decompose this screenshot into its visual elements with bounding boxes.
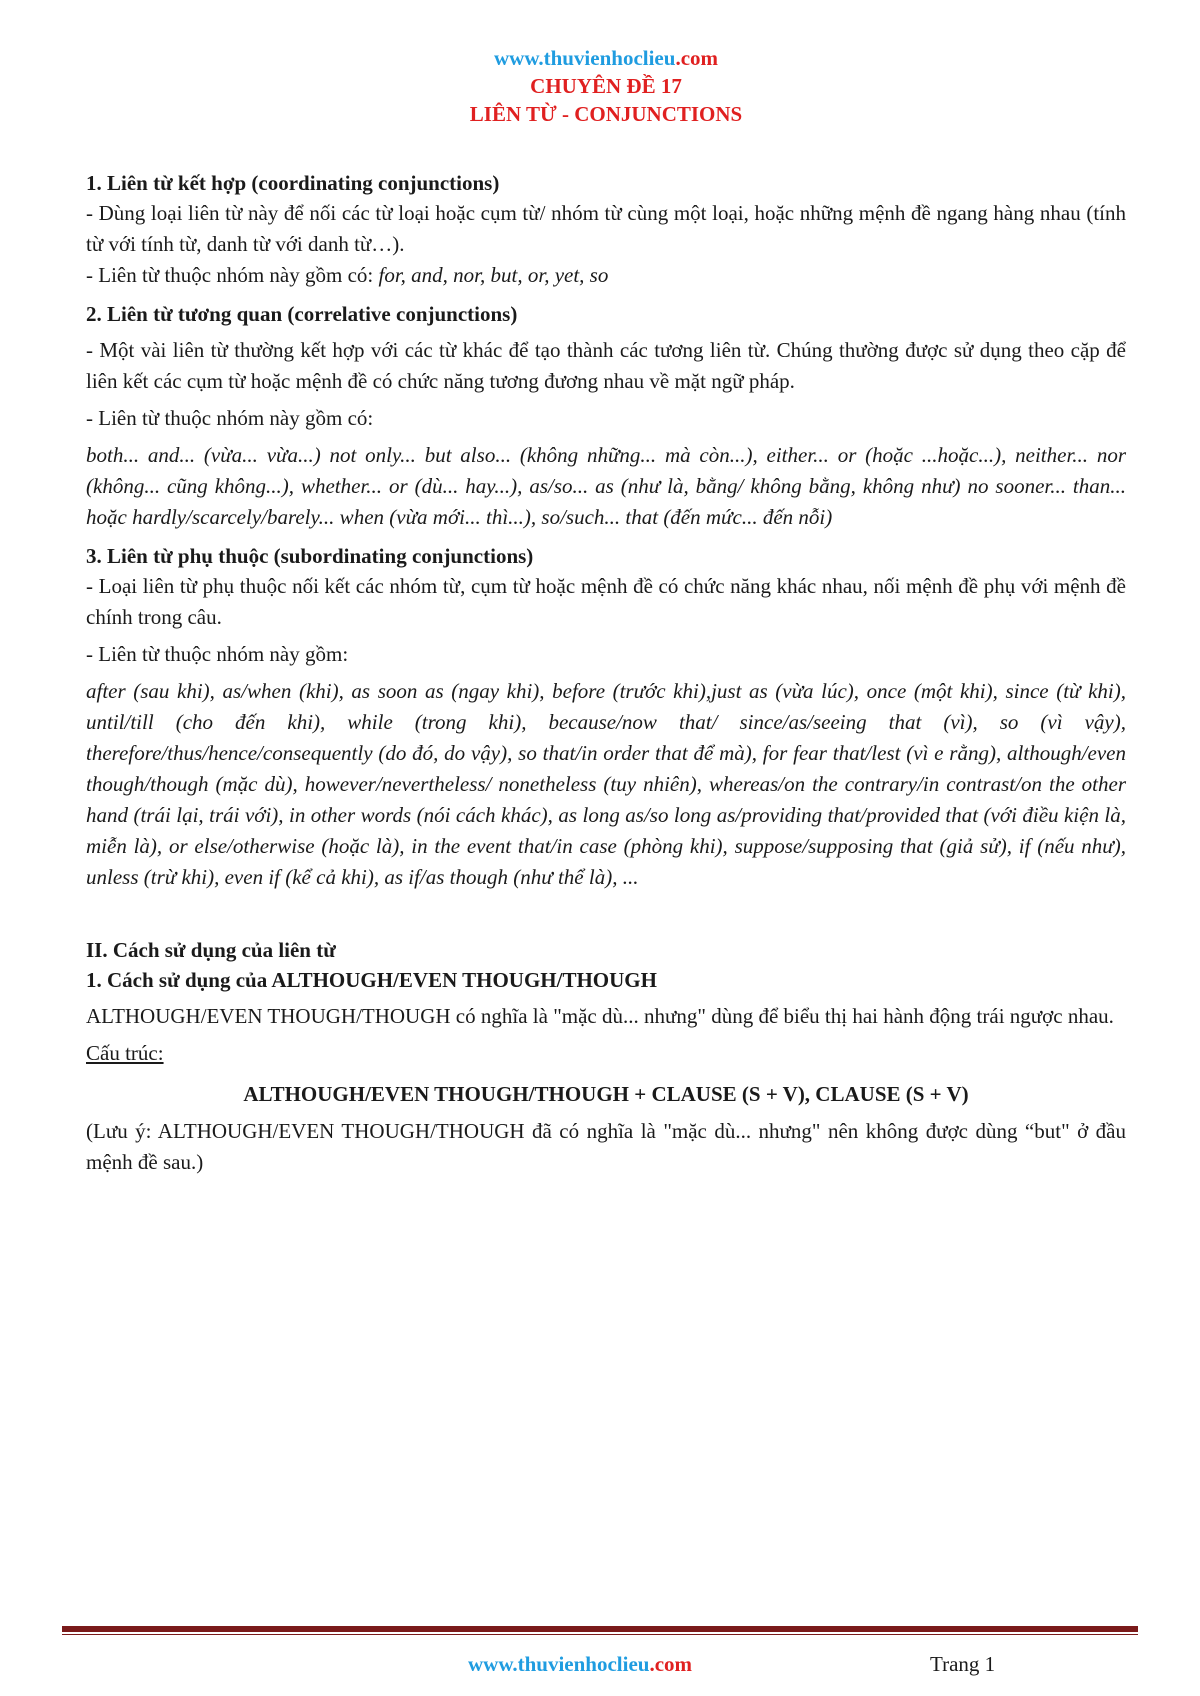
section-1-paragraph-1: - Dùng loại liên từ này để nối các từ loại hoặc cụm từ/ nhóm từ cùng một loại, hoặc những mệnh đề ngang hàng nhau (tính từ với tính từ, danh từ với danh từ…).	[86, 201, 1126, 256]
section-2-paragraph-2: - Liên từ thuộc nhóm này gồm có:	[86, 406, 374, 430]
header-site-link[interactable]: www.thuvienhoclieu.com	[493, 46, 719, 70]
section-2-paragraph-1: - Một vài liên từ thường kết hợp với các từ khác để tạo thành các tương liên từ. Chúng thường được sử dụng theo cặp để liên kết các cụm từ hoặc mệnh đề có chức năng tương đương nhau về mặt ngữ pháp.	[86, 338, 1126, 393]
section-1-heading: 1. Liên từ kết hợp (coordinating conjunctions)	[86, 171, 500, 195]
document-body	[86, 168, 1126, 1178]
section-ii-note: (Lưu ý: ALTHOUGH/EVEN THOUGH/THOUGH đã có nghĩa là "mặc dù... nhưng" nên không được dùng “but" ở đầu mệnh đề sau.)	[86, 1119, 1126, 1174]
section-3-heading: 3. Liên từ phụ thuộc (subordinating conjunctions)	[86, 544, 534, 568]
structure-label: Cấu trúc:	[86, 1041, 164, 1065]
page-title: LIÊN TỪ - CONJUNCTIONS	[469, 102, 743, 126]
section-ii-paragraph: ALTHOUGH/EVEN THOUGH/THOUGH có nghĩa là "mặc dù... nhưng" dùng để biểu thị hai hành động trái ngược nhau.	[86, 1004, 1114, 1028]
document-page	[86, 0, 1126, 1178]
section-ii-heading: II. Cách sử dụng của liên từ	[86, 938, 336, 962]
section-3-paragraph-2: - Liên từ thuộc nhóm này gồm:	[86, 642, 349, 666]
footer-divider	[62, 1626, 1138, 1632]
page-number: Trang 1	[930, 1652, 996, 1676]
document-header	[86, 0, 1126, 128]
section-3-list: after (sau khi), as/when (khi), as soon as (ngay khi), before (trước khi),just as (vừa lúc), once (một khi), since (từ khi), until/till (cho đến khi), while (trong khi), because/now that/ since/as/seeing that (vì), so (vì vậy), therefore/thus/hence/consequently (do đó, do vậy), so that/in order that để mà), for fear that/lest (vì e rằng), although/even though/though (mặc dù), however/nevertheless/ nonetheless (tuy nhiên), whereas/on the contrary/in contrast/on the other hand (trái lại, trái với), in other words (nói cách khác), as long as/so long as/providing that/provided that (với điều kiện là, miễn là), or else/otherwise (hoặc là), in the event that/in case (phòng khi), suppose/supposing that (giả sử), if (nếu như), unless (trừ khi), even if (kể cả khi), as if/as though (như thể là), ...	[86, 679, 1126, 889]
footer-divider-thin	[62, 1634, 1138, 1635]
section-ii-subheading: 1. Cách sử dụng của ALTHOUGH/EVEN THOUGH/THOUGH	[86, 968, 657, 992]
structure-formula: ALTHOUGH/EVEN THOUGH/THOUGH + CLAUSE (S + V), CLAUSE (S + V)	[243, 1082, 969, 1106]
topic-label: CHUYÊN ĐỀ 17	[530, 74, 682, 98]
section-3-paragraph-1: - Loại liên từ phụ thuộc nối kết các nhóm từ, cụm từ hoặc mệnh đề có chức năng khác nhau, nối mệnh đề phụ với mệnh đề chính trong câu.	[86, 574, 1126, 629]
footer-site-link[interactable]: www.thuvienhoclieu.com	[468, 1652, 693, 1676]
section-2-heading: 2. Liên từ tương quan (correlative conjunctions)	[86, 302, 518, 326]
section-2-list: both... and... (vừa... vừa...) not only... but also... (không những... mà còn...), either... or (hoặc ...hoặc...), neither... nor (không... cũng không...), whether... or (dù... hay...), as/so... as (như là, bằng/ không bằng, không như) no sooner... than... hoặc hardly/scarcely/barely... when (vừa mới... thì...), so/such... that (đến mức... đến nỗi)	[86, 443, 1126, 529]
section-1-paragraph-2: - Liên từ thuộc nhóm này gồm có: for, and, nor, but, or, yet, so	[86, 263, 609, 287]
